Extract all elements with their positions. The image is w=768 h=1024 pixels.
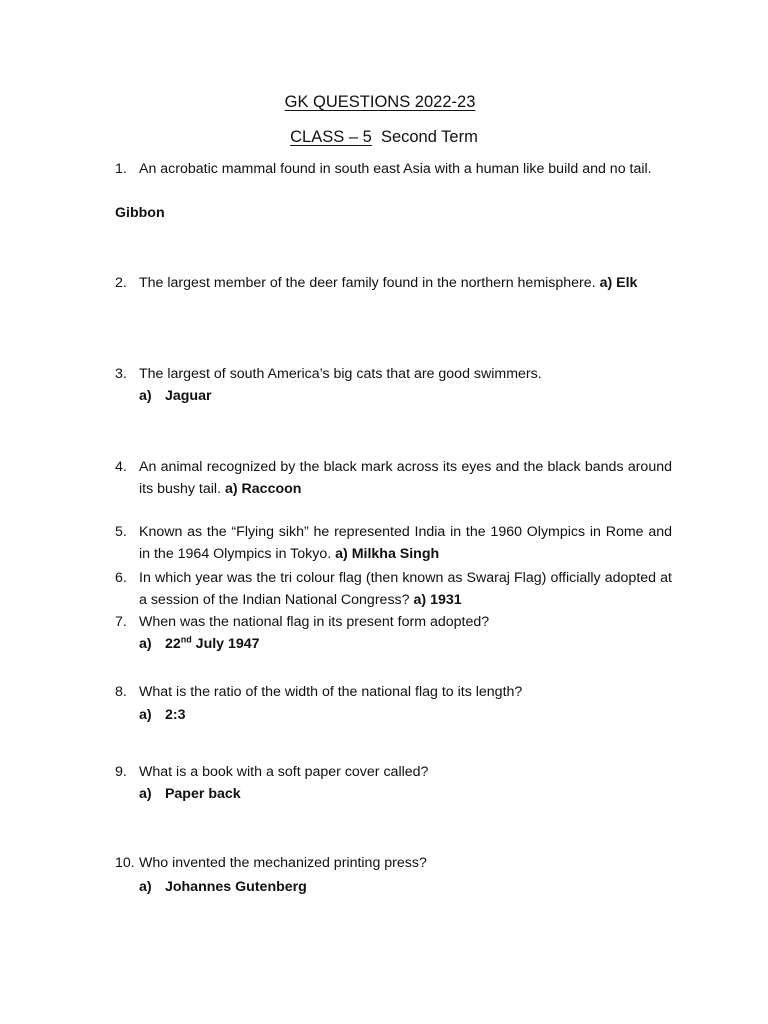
- answer-label: a): [139, 388, 152, 404]
- question-text: Who invented the mechanized printing press?: [139, 855, 427, 871]
- question-text: [139, 568, 672, 611]
- document-title: GK QUESTIONS 2022-23: [284, 93, 476, 111]
- answer-6: 1931: [430, 591, 462, 608]
- question-7: [115, 612, 672, 634]
- answer-label: a): [139, 879, 152, 895]
- question-text: An acrobatic mammal found in south east Asia with a human like build and no tail.: [139, 161, 652, 177]
- question-number: 9.: [115, 764, 127, 780]
- question-10: [115, 853, 672, 875]
- question-body: The largest member of the deer family found in the northern hemisphere.: [139, 275, 596, 291]
- answer-label: a): [224, 480, 238, 497]
- question-text: [139, 522, 672, 565]
- question-5: [115, 522, 672, 565]
- answer-label: a): [599, 275, 613, 291]
- answer-9: [139, 784, 241, 806]
- question-4: [115, 457, 672, 500]
- question-1: [115, 159, 672, 181]
- answer-text: Jaguar: [164, 388, 212, 404]
- question-3: [115, 364, 672, 386]
- question-text: When was the national flag in its present form adopted?: [139, 614, 490, 630]
- question-text: [139, 457, 672, 500]
- question-2: [115, 273, 672, 295]
- answer-10: [139, 877, 307, 899]
- question-number: 2.: [115, 275, 127, 291]
- answer-5: Milkha Singh: [351, 545, 440, 562]
- answer-text: Johannes Gutenberg: [164, 879, 307, 895]
- answer-3: [139, 386, 211, 408]
- answer-1: Gibbon: [115, 205, 165, 221]
- question-number: 3.: [115, 366, 127, 382]
- answer-label: a): [413, 591, 427, 608]
- answer-text: July 1947: [191, 636, 260, 652]
- question-text: What is a book with a soft paper cover called?: [139, 764, 429, 780]
- answer-2: Elk: [616, 275, 638, 291]
- answer-7: [139, 634, 260, 656]
- question-number: 1.: [115, 161, 127, 177]
- question-8: [115, 682, 672, 704]
- question-number: 8.: [115, 684, 127, 700]
- answer-label: a): [139, 707, 152, 723]
- question-number: 7.: [115, 614, 127, 630]
- question-text: [139, 273, 672, 295]
- answer-label: a): [139, 786, 152, 802]
- question-text: What is the ratio of the width of the national flag to its length?: [139, 684, 523, 700]
- question-9: [115, 762, 672, 784]
- question-body: In which year was the tri colour flag (then known as Swaraj Flag) officially adopted at a session of the Indian National Congress?: [139, 570, 672, 608]
- answer-day: 22: [164, 636, 181, 652]
- document-subtitle: [0, 128, 768, 147]
- question-body: Known as the “Flying sikh” he represented India in the 1960 Olympics in Rome and in the 1964 Olympics in Tokyo.: [139, 524, 672, 562]
- answer-text: 2:3: [164, 707, 186, 723]
- answer-4: Raccoon: [241, 480, 302, 497]
- question-6: [115, 568, 672, 611]
- question-text: The largest of south America’s big cats that are good swimmers.: [139, 366, 542, 382]
- class-label: CLASS – 5: [290, 128, 372, 146]
- answer-label: a): [335, 545, 348, 562]
- question-number: 10.: [115, 855, 135, 871]
- question-number: 6.: [115, 570, 127, 586]
- question-body: An animal recognized by the black mark across its eyes and the black bands around its bushy tail.: [139, 459, 672, 497]
- answer-ordinal: nd: [180, 634, 192, 645]
- answer-text: Paper back: [164, 786, 241, 802]
- question-number: 4.: [115, 459, 127, 475]
- question-number: 5.: [115, 524, 127, 540]
- term-label: Second Term: [380, 128, 478, 146]
- answer-label: a): [139, 636, 152, 652]
- answer-8: [139, 705, 185, 727]
